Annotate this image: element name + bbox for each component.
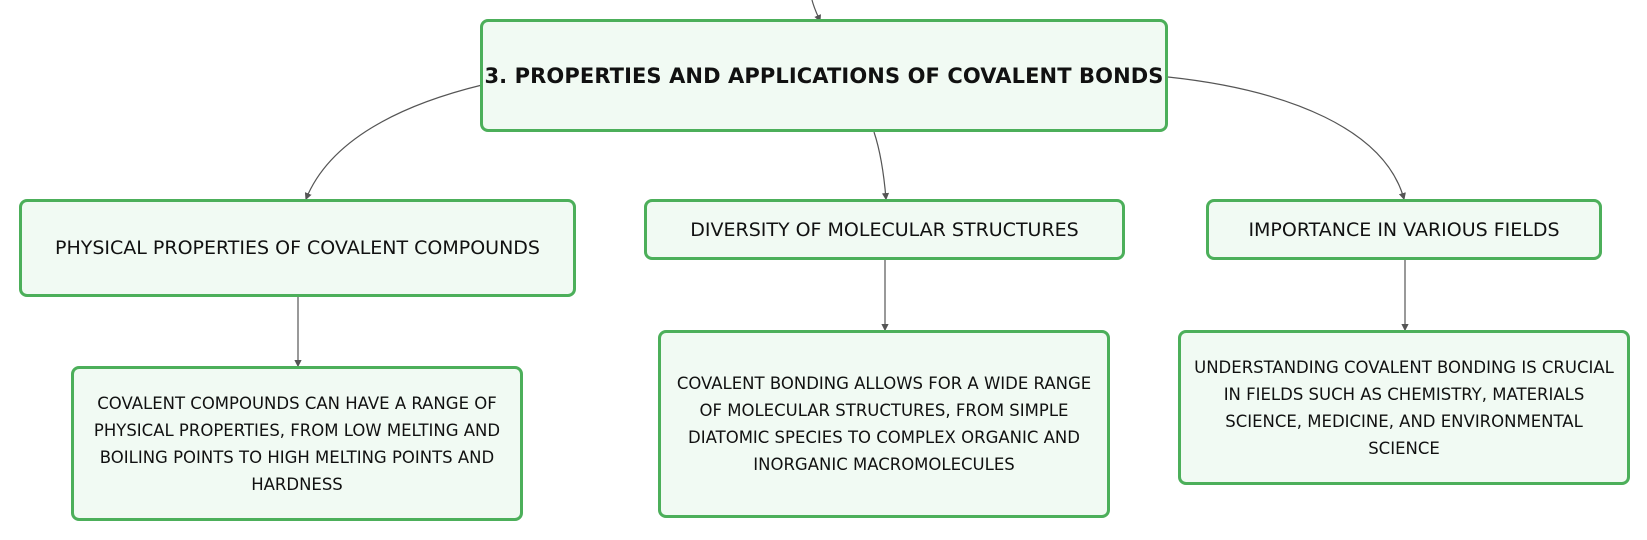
connector-parent-to-root (812, 0, 820, 21)
connector-root-to-branch-1 (306, 85, 482, 199)
detail-node-various-fields[interactable] (1178, 330, 1630, 485)
branch-node-various-fields[interactable] (1206, 199, 1602, 260)
branch-label: IMPORTANCE IN VARIOUS FIELDS (1248, 218, 1560, 241)
branch-label: PHYSICAL PROPERTIES OF COVALENT COMPOUNDS (55, 237, 540, 259)
root-topic-label: 3. PROPERTIES AND APPLICATIONS OF COVALENT BONDS (484, 63, 1164, 88)
detail-node-molecular-structures[interactable] (658, 330, 1110, 518)
connector-root-to-branch-2 (874, 132, 886, 199)
branch-node-molecular-structures[interactable] (644, 199, 1125, 260)
detail-node-physical-properties[interactable] (71, 366, 523, 521)
detail-text: UNDERSTANDING COVALENT BONDING IS CRUCIAL IN FIELDS SUCH AS CHEMISTRY, MATERIALS SCIENCE, MEDICINE, AND ENVIRONMENTAL SCIENCE (1194, 357, 1614, 458)
connector-root-to-branch-3 (1168, 77, 1404, 199)
detail-text: COVALENT COMPOUNDS CAN HAVE A RANGE OF PHYSICAL PROPERTIES, FROM LOW MELTING AND BOILING POINTS TO HIGH MELTING POINTS AND HARDNESS (93, 393, 501, 494)
detail-text: COVALENT BONDING ALLOWS FOR A WIDE RANGE OF MOLECULAR STRUCTURES, FROM SIMPLE DIATOMIC SPECIES TO COMPLEX ORGANIC AND INORGANIC MACROMOLECULES (676, 374, 1092, 474)
root-topic-node[interactable] (480, 19, 1168, 132)
branch-label: DIVERSITY OF MOLECULAR STRUCTURES (690, 218, 1079, 241)
branch-node-physical-properties[interactable] (19, 199, 576, 297)
